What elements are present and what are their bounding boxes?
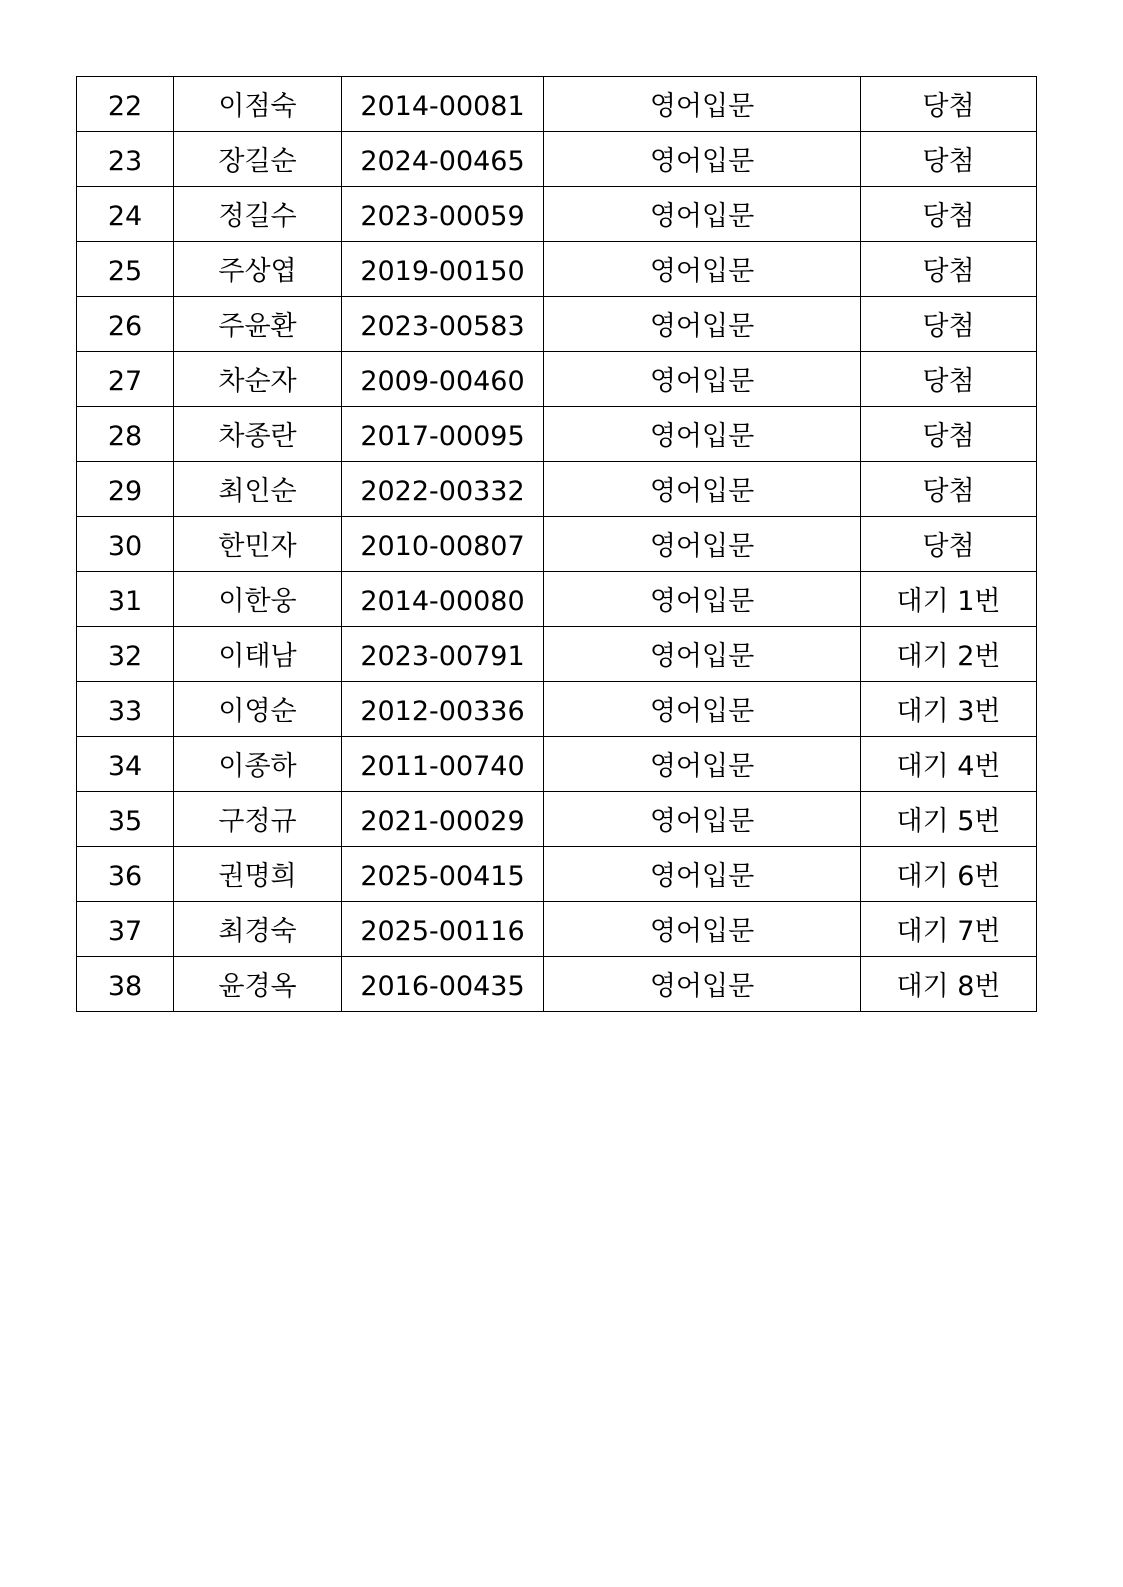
table-row — [77, 242, 1037, 297]
applicant-name: 최경숙 — [174, 902, 342, 957]
course-name: 영어입문 — [544, 847, 861, 902]
table-row — [77, 462, 1037, 517]
row-number: 25 — [77, 242, 174, 297]
course-name: 영어입문 — [544, 737, 861, 792]
member-id: 2023-00059 — [342, 187, 544, 242]
table-row — [77, 627, 1037, 682]
member-id: 2023-00791 — [342, 627, 544, 682]
table-row — [77, 792, 1037, 847]
row-number: 29 — [77, 462, 174, 517]
result-status: 당첨 — [861, 242, 1037, 297]
course-name: 영어입문 — [544, 187, 861, 242]
applicant-name: 최인순 — [174, 462, 342, 517]
row-number: 37 — [77, 902, 174, 957]
member-id: 2023-00583 — [342, 297, 544, 352]
table-row — [77, 407, 1037, 462]
row-number: 28 — [77, 407, 174, 462]
applicant-name: 이점숙 — [174, 77, 342, 132]
result-status: 대기 1번 — [861, 572, 1037, 627]
table-row — [77, 517, 1037, 572]
result-status: 당첨 — [861, 462, 1037, 517]
result-status: 대기 2번 — [861, 627, 1037, 682]
result-status: 대기 7번 — [861, 902, 1037, 957]
row-number: 35 — [77, 792, 174, 847]
result-status: 대기 8번 — [861, 957, 1037, 1012]
applicant-name: 이영순 — [174, 682, 342, 737]
member-id: 2025-00116 — [342, 902, 544, 957]
applicant-name: 차종란 — [174, 407, 342, 462]
course-name: 영어입문 — [544, 77, 861, 132]
row-number: 36 — [77, 847, 174, 902]
member-id: 2014-00080 — [342, 572, 544, 627]
table-row — [77, 902, 1037, 957]
course-name: 영어입문 — [544, 352, 861, 407]
course-name: 영어입문 — [544, 132, 861, 187]
course-name: 영어입문 — [544, 627, 861, 682]
applicant-name: 이한웅 — [174, 572, 342, 627]
applicant-name: 권명희 — [174, 847, 342, 902]
table-row — [77, 957, 1037, 1012]
member-id: 2024-00465 — [342, 132, 544, 187]
applicant-name: 한민자 — [174, 517, 342, 572]
result-status: 당첨 — [861, 77, 1037, 132]
applicant-name: 이종하 — [174, 737, 342, 792]
table-row — [77, 847, 1037, 902]
course-name: 영어입문 — [544, 242, 861, 297]
course-name: 영어입문 — [544, 902, 861, 957]
applicant-name: 차순자 — [174, 352, 342, 407]
member-id: 2017-00095 — [342, 407, 544, 462]
row-number: 27 — [77, 352, 174, 407]
applicant-name: 이태남 — [174, 627, 342, 682]
result-status: 당첨 — [861, 297, 1037, 352]
row-number: 34 — [77, 737, 174, 792]
course-name: 영어입문 — [544, 407, 861, 462]
result-status: 대기 4번 — [861, 737, 1037, 792]
result-status: 당첨 — [861, 132, 1037, 187]
table-row — [77, 737, 1037, 792]
member-id: 2011-00740 — [342, 737, 544, 792]
applicant-name: 윤경옥 — [174, 957, 342, 1012]
course-name: 영어입문 — [544, 957, 861, 1012]
table-row — [77, 132, 1037, 187]
course-name: 영어입문 — [544, 792, 861, 847]
member-id: 2009-00460 — [342, 352, 544, 407]
table-row — [77, 187, 1037, 242]
result-status: 당첨 — [861, 517, 1037, 572]
row-number: 31 — [77, 572, 174, 627]
applicant-name: 구정규 — [174, 792, 342, 847]
result-status: 당첨 — [861, 352, 1037, 407]
member-id: 2012-00336 — [342, 682, 544, 737]
table-row — [77, 682, 1037, 737]
course-name: 영어입문 — [544, 517, 861, 572]
result-status: 대기 5번 — [861, 792, 1037, 847]
applicant-name: 주상엽 — [174, 242, 342, 297]
applicant-name: 주윤환 — [174, 297, 342, 352]
row-number: 30 — [77, 517, 174, 572]
member-id: 2016-00435 — [342, 957, 544, 1012]
table-row — [77, 352, 1037, 407]
applicant-name: 장길순 — [174, 132, 342, 187]
applicant-name: 정길수 — [174, 187, 342, 242]
row-number: 22 — [77, 77, 174, 132]
lottery-results-table — [76, 76, 1037, 1012]
row-number: 33 — [77, 682, 174, 737]
member-id: 2025-00415 — [342, 847, 544, 902]
member-id: 2022-00332 — [342, 462, 544, 517]
course-name: 영어입문 — [544, 572, 861, 627]
table-row — [77, 572, 1037, 627]
course-name: 영어입문 — [544, 462, 861, 517]
member-id: 2010-00807 — [342, 517, 544, 572]
row-number: 23 — [77, 132, 174, 187]
member-id: 2014-00081 — [342, 77, 544, 132]
result-status: 당첨 — [861, 187, 1037, 242]
course-name: 영어입문 — [544, 297, 861, 352]
course-name: 영어입문 — [544, 682, 861, 737]
table-row — [77, 77, 1037, 132]
result-status: 대기 6번 — [861, 847, 1037, 902]
row-number: 38 — [77, 957, 174, 1012]
member-id: 2019-00150 — [342, 242, 544, 297]
row-number: 32 — [77, 627, 174, 682]
table-row — [77, 297, 1037, 352]
result-status: 당첨 — [861, 407, 1037, 462]
member-id: 2021-00029 — [342, 792, 544, 847]
row-number: 24 — [77, 187, 174, 242]
result-status: 대기 3번 — [861, 682, 1037, 737]
row-number: 26 — [77, 297, 174, 352]
